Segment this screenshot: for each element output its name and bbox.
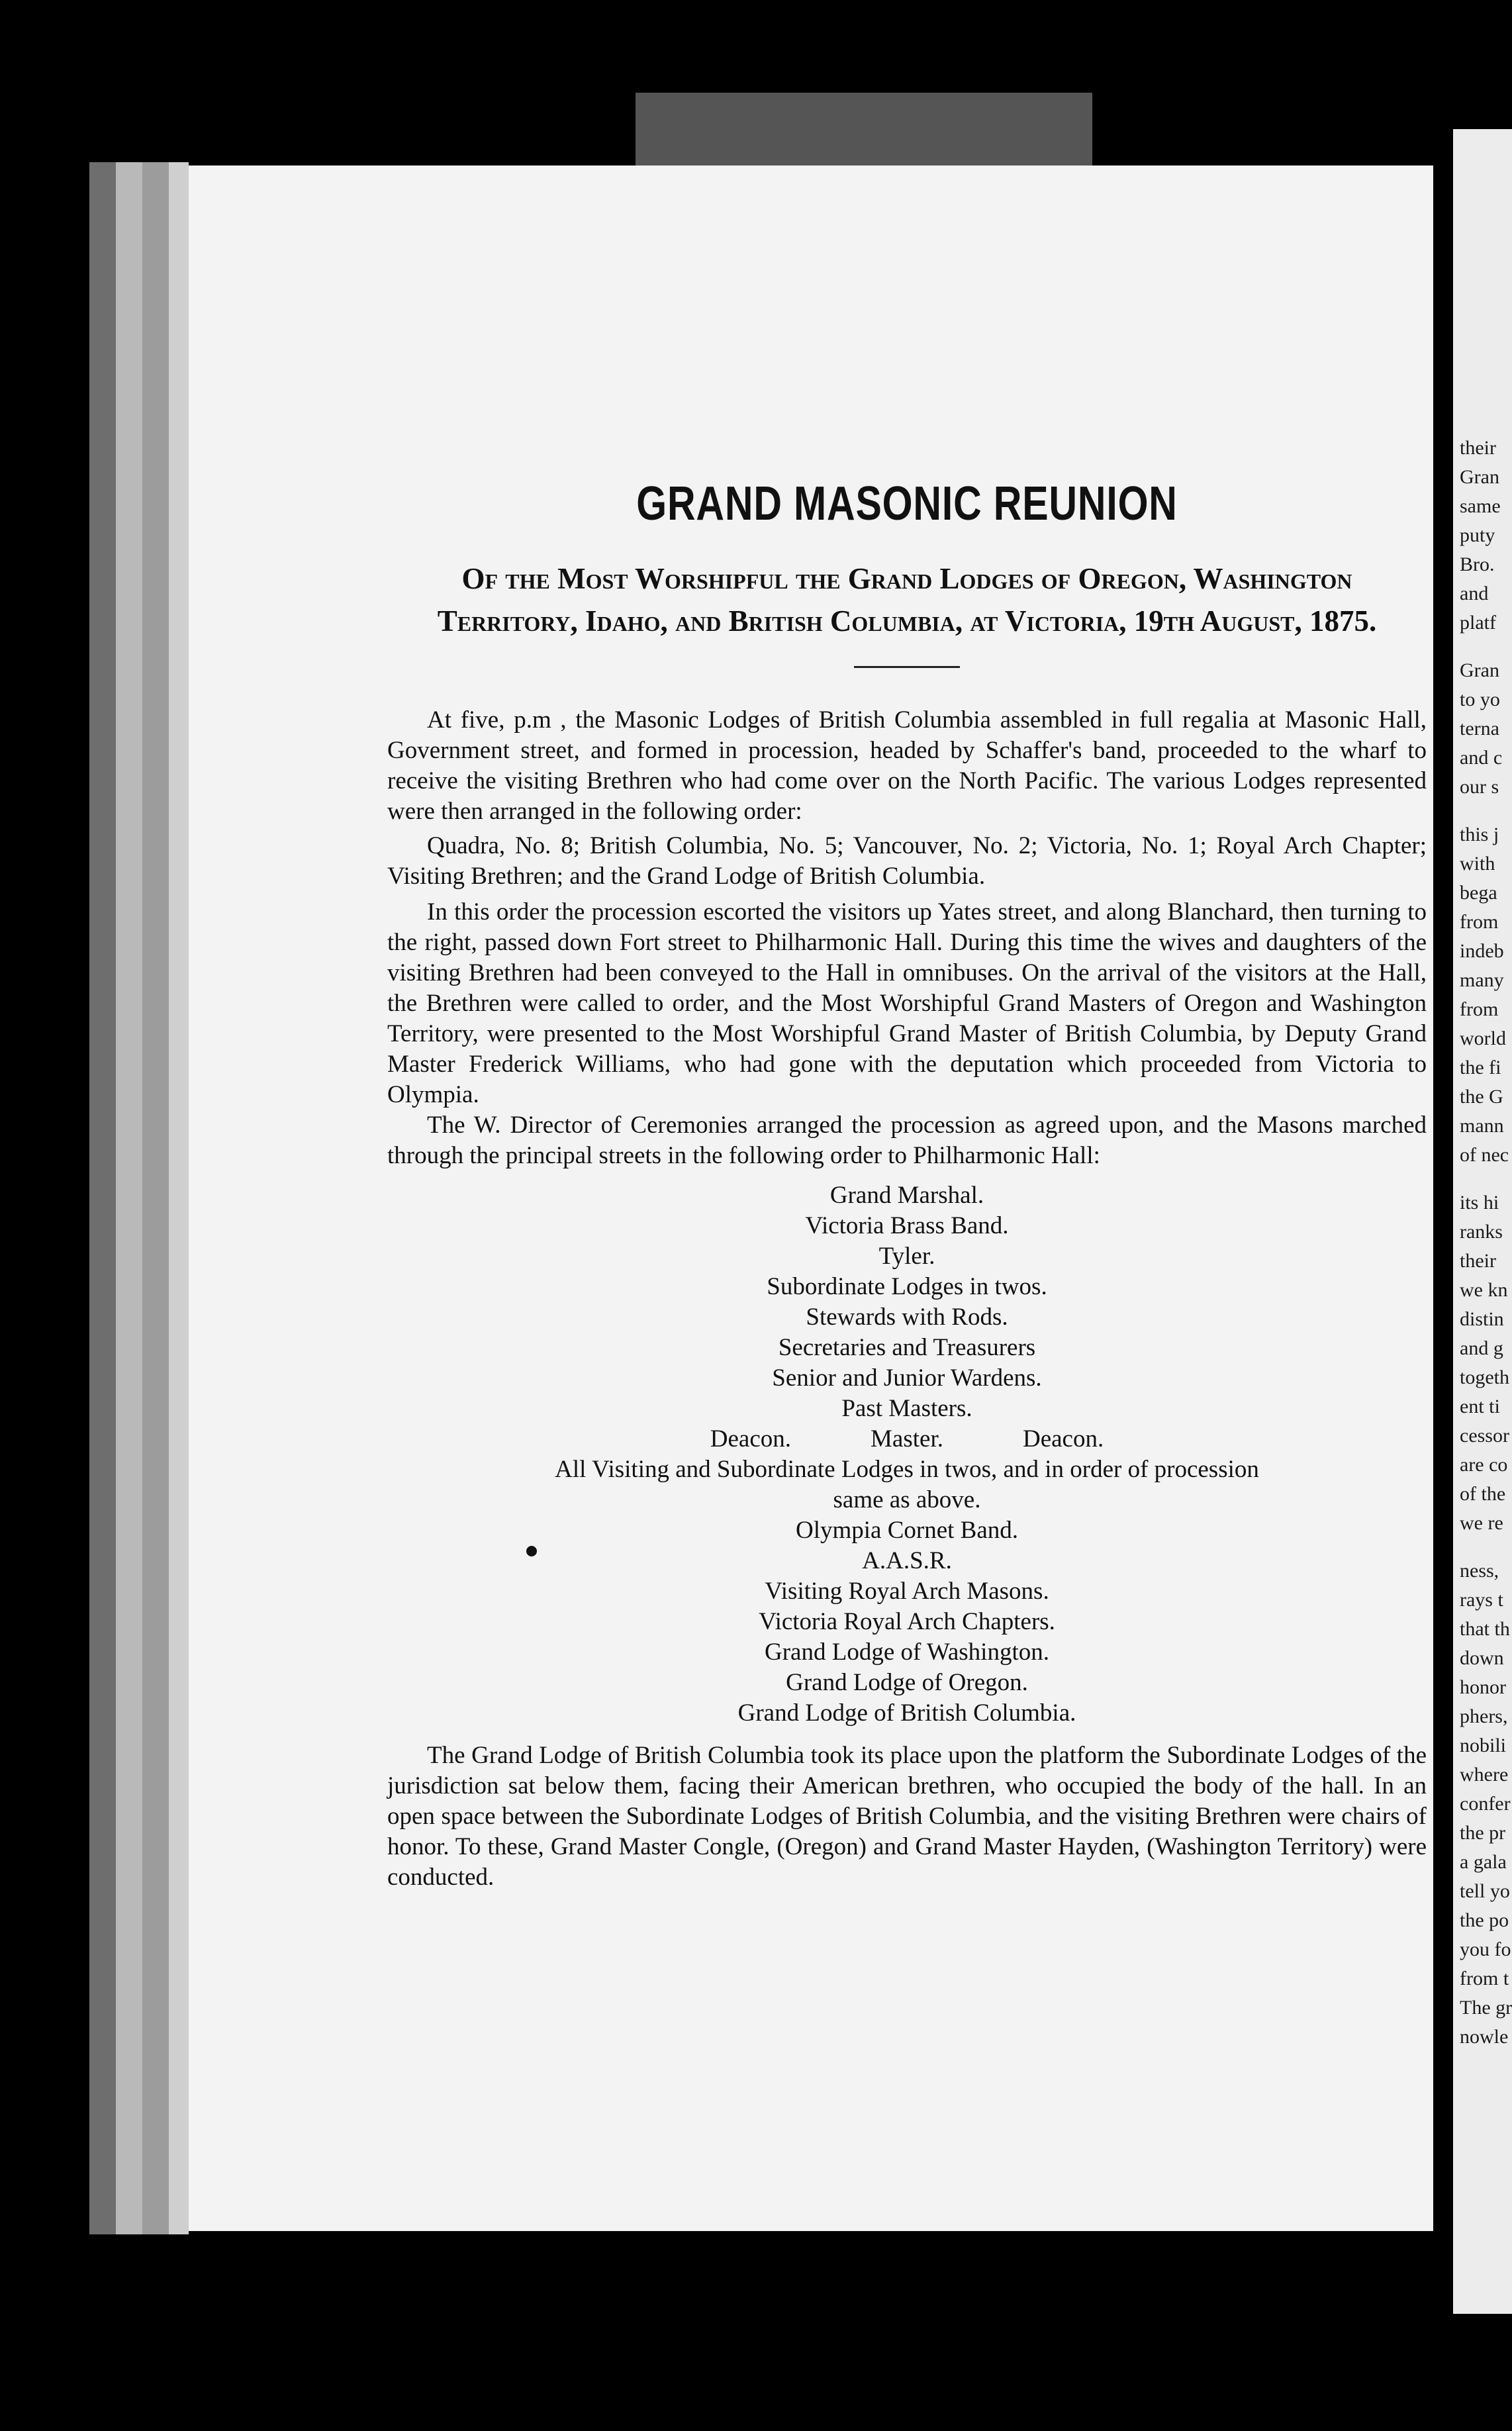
- margin-fragment: and g: [1460, 1337, 1503, 1359]
- margin-fragment: a gala: [1460, 1851, 1507, 1873]
- margin-fragment: with: [1460, 853, 1495, 875]
- page-subtitle: Of the Most Worshipful the Grand Lodges of Oregon, Washington Territory, Idaho, and British Columbia, at Victoria, 19th August, 1875.: [437, 562, 1377, 638]
- margin-fragment: ranks: [1460, 1221, 1503, 1243]
- margin-fragment: their: [1460, 1250, 1496, 1272]
- margin-fragment: down: [1460, 1647, 1504, 1669]
- margin-fragment: the po: [1460, 1909, 1509, 1931]
- facing-page-edge: [1453, 129, 1512, 2314]
- margin-fragment: tell yo: [1460, 1880, 1510, 1902]
- margin-fragment: bega: [1460, 882, 1497, 904]
- margin-fragment: same: [1460, 495, 1501, 517]
- margin-fragment: to yo: [1460, 689, 1500, 710]
- margin-fragment: nowle: [1460, 2026, 1509, 2048]
- procession-line: Grand Marshal.: [829, 1182, 984, 1209]
- margin-fragment: Gran: [1460, 466, 1499, 488]
- procession-order: [387, 1180, 1427, 1729]
- margin-fragment: and c: [1460, 747, 1503, 769]
- book-edge: [89, 162, 116, 2234]
- margin-fragment: cessor: [1460, 1425, 1509, 1447]
- paragraph: In this order the procession escorted the visitors up Yates street, and along Blanchard, then turning to the right, passed down Fort street to Philharmonic Hall. During this time the wives and daughters of the visiting Brethren had been conveyed to the Hall in omnibuses. On the arrival of the visitors at the Hall, the Brethren were called to order, and the Most Worshipful Grand Masters of Oregon and Washington Territory, were presented to the Most Worshipful Grand Master of British Columbia, by Deputy Grand Master Frederick Williams, who had gone with the deputation which proceeded from Victoria to Olympia.: [387, 898, 1427, 1108]
- margin-fragment: mann: [1460, 1115, 1504, 1137]
- margin-fragment: this j: [1460, 824, 1499, 845]
- procession-line: Tyler.: [878, 1243, 935, 1270]
- margin-fragment: terna: [1460, 718, 1499, 739]
- margin-fragment: from: [1460, 911, 1499, 933]
- margin-fragment: Gran: [1460, 659, 1499, 681]
- procession-line: Master.: [871, 1425, 943, 1453]
- procession-line: Victoria Brass Band.: [805, 1212, 1009, 1239]
- lodge-order: Quadra, No. 8; British Columbia, No. 5; Vancouver, No. 2; Victoria, No. 1; Royal Arch Chapter; Visiting Brethren; and the Grand Lodge of British Columbia.: [387, 832, 1427, 890]
- margin-fragment: of nec: [1460, 1144, 1509, 1166]
- margin-fragment: nobili: [1460, 1735, 1507, 1756]
- margin-fragment: and: [1460, 583, 1489, 604]
- margin-fragment: rays t: [1460, 1589, 1503, 1611]
- margin-fragment: the pr: [1460, 1822, 1506, 1844]
- book-edge: [169, 162, 189, 2234]
- book-page: [189, 166, 1433, 2231]
- margin-fragment: its hi: [1460, 1192, 1499, 1214]
- margin-fragment: platf: [1460, 612, 1496, 634]
- procession-line: A.A.S.R.: [862, 1547, 952, 1574]
- paragraph: At five, p.m , the Masonic Lodges of British Columbia assembled in full regalia at Masonic Hall, Government street, and formed in procession, headed by Schaffer's band, proceeded to the wharf to receive the visiting Brethren who had come over on the North Pacific. The various Lodges represented were then arranged in the following order:: [387, 706, 1427, 825]
- procession-line: Grand Lodge of Oregon.: [786, 1669, 1028, 1696]
- procession-line: Stewards with Rods.: [806, 1304, 1008, 1331]
- margin-fragment: of the: [1460, 1483, 1506, 1505]
- margin-fragment: the fi: [1460, 1057, 1501, 1078]
- margin-fragment: from: [1460, 998, 1499, 1020]
- margin-fragment: world: [1460, 1027, 1506, 1049]
- margin-fragment: the G: [1460, 1086, 1503, 1108]
- procession-deacons-row: [387, 1424, 1427, 1454]
- procession-line: All Visiting and Subordinate Lodges in twos, and in order of procession: [555, 1456, 1259, 1483]
- margin-fragment: distin: [1460, 1308, 1504, 1330]
- margin-fragment: Bro.: [1460, 553, 1495, 575]
- procession-line: Deacon.: [1022, 1425, 1104, 1453]
- margin-fragment: that th: [1460, 1618, 1510, 1640]
- margin-fragment: puty: [1460, 524, 1495, 546]
- margin-fragment: ness,: [1460, 1560, 1499, 1582]
- margin-fragment: from t: [1460, 1968, 1509, 1989]
- page-title: GRAND MASONIC REUNION: [636, 477, 1178, 530]
- margin-fragment: where: [1460, 1764, 1509, 1786]
- book-edge: [142, 162, 169, 2234]
- procession-line: Grand Lodge of Washington.: [765, 1639, 1049, 1666]
- divider: [854, 666, 960, 668]
- procession-line: Victoria Royal Arch Chapters.: [759, 1608, 1055, 1635]
- margin-fragment: you fo: [1460, 1938, 1511, 1960]
- procession-line: Visiting Royal Arch Masons.: [765, 1578, 1049, 1605]
- margin-fragment: we re: [1460, 1512, 1503, 1534]
- procession-line: Subordinate Lodges in twos.: [767, 1273, 1047, 1300]
- margin-fragment: honor: [1460, 1676, 1506, 1698]
- ink-spot: [526, 1546, 537, 1556]
- margin-fragments: [1453, 129, 1512, 2052]
- margin-fragment: togeth: [1460, 1366, 1509, 1388]
- margin-fragment: many: [1460, 969, 1504, 991]
- procession-line: Grand Lodge of British Columbia.: [737, 1699, 1076, 1727]
- margin-fragment: our s: [1460, 776, 1499, 798]
- paragraph: The W. Director of Ceremonies arranged the procession as agreed upon, and the Masons marched through the principal streets in the following order to Philharmonic Hall:: [387, 1112, 1427, 1169]
- procession-line: same as above.: [833, 1486, 981, 1513]
- procession-line: Past Masters.: [841, 1395, 972, 1422]
- paragraph: The Grand Lodge of British Columbia took its place upon the platform the Subordinate Lodges of the jurisdiction sat below them, facing their American brethren, who occupied the body of the hall. In an open space between the Subordinate Lodges of British Columbia, and the visiting Brethren were chairs of honor. To these, Grand Master Congle, (Oregon) and Grand Master Hayden, (Washington Territory) were conducted.: [387, 1742, 1427, 1891]
- margin-fragment: confer: [1460, 1793, 1511, 1815]
- margin-fragment: their: [1460, 437, 1496, 459]
- procession-line: Olympia Cornet Band.: [795, 1517, 1019, 1544]
- margin-fragment: phers,: [1460, 1705, 1508, 1727]
- procession-line: Senior and Junior Wardens.: [772, 1364, 1042, 1392]
- margin-fragment: we kn: [1460, 1279, 1508, 1301]
- procession-line: Deacon.: [710, 1425, 792, 1453]
- margin-fragment: The gr: [1460, 1997, 1512, 2019]
- procession-line: Secretaries and Treasurers: [778, 1334, 1036, 1361]
- margin-fragment: indeb: [1460, 940, 1504, 962]
- page-content: [387, 477, 1427, 1893]
- book-edge: [116, 162, 142, 2234]
- margin-fragment: are co: [1460, 1454, 1508, 1476]
- margin-fragment: ent ti: [1460, 1396, 1500, 1417]
